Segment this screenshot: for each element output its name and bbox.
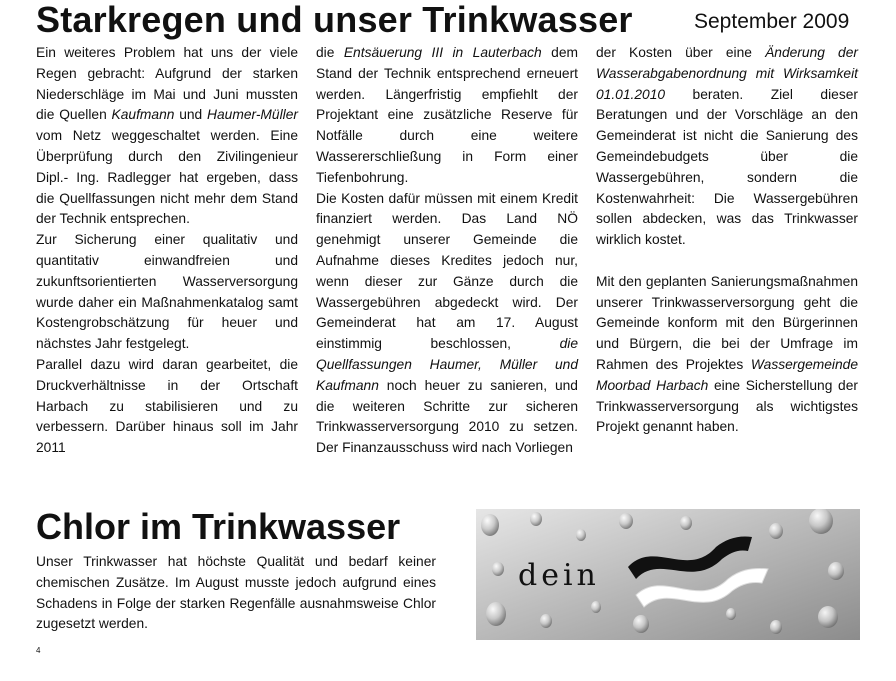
section-title: Chlor im Trinkwasser <box>36 506 401 547</box>
paragraph: die Entsäuerung III in Lauterbach dem Stand der Technik entsprechend erneuert werden. Längerfristig empfiehlt der Projektant eine zusätzliche Reserve für Notfälle durch eine weitere Wassererschließung in Form einer Tiefenbohrung. <box>316 45 578 185</box>
water-drops-image <box>476 509 860 640</box>
article-column-2 <box>316 43 578 459</box>
paragraph: Zur Sicherung einer qualitativ und quantitativ einwandfreien und zukunftsorientierten Wasserversorgung wurde daher ein Maßnahmenkatalog samt Kostengrobschätzung für heuer und nächstes Jahr festgelegt. <box>36 232 298 352</box>
article-column-1 <box>36 43 298 459</box>
paragraph: Parallel dazu wird daran gearbeitet, die Druckverhältnisse in der Ortschaft Harbach zu stabilisieren und zu verbessern. Darüber hinaus soll im Jahr 2011 <box>36 356 298 456</box>
section-text: Unser Trinkwasser hat höchste Qualität und bedarf keiner chemischen Zusätze. Im August musste jedoch aufgrund eines Schadens in Folge der starken Regenfälle ausnahmsweise Chlor zugesetzt werden. <box>36 554 436 632</box>
article-title: Starkregen und unser Trinkwasser <box>36 0 633 40</box>
page-number: 4 <box>36 646 41 655</box>
paragraph: Mit den geplanten Sanierungsmaßnahmen unserer Trinkwasserversorgung geht die Gemeinde konform mit den Bürgerinnen und Bürgern, die bei der Umfrage im Rahmen des Projektes Wassergemeinde Moorbad Harbach eine Sicherstellung der Trinkwasserversorgung als wichtigstes Projekt genannt haben. <box>596 273 858 435</box>
image-word: dein <box>518 558 600 593</box>
paragraph: der Kosten über eine Änderung der Wasserabgabenordnung mit Wirksamkeit 01.01.2010 beraten. Ziel dieser Beratungen und der Vorschläge an den Gemeinderat ist nicht die Sanierung des Gemeindebudgets über die Wassergebühren, sondern die Kostenwahrheit: Die Wassergebühren sollen abdecken, was das Trinkwasser wirklich kostet. <box>596 45 858 248</box>
article-date: September 2009 <box>694 10 850 33</box>
article-column-3 <box>596 43 858 438</box>
paragraph: Ein weiteres Problem hat uns der viele Regen gebracht: Aufgrund der starken Niederschläge im Mai und Juni mussten die Quellen Kaufmann und Haumer-Müller vom Netz weggeschaltet werden. Eine Überprüfung durch den Zivilingenieur Dipl.- Ing. Radlegger hat ergeben, dass die Quellfassungen nicht mehr dem Stand der Technik entsprechen. <box>36 45 298 227</box>
paragraph: Die Kosten dafür müssen mit einem Kredit finanziert werden. Das Land NÖ genehmigt unserer Gemeinde die Aufnahme dieses Kredites jedoch nur, wenn dieser zur Gänze durch die Wassergebühren abgedeckt wird. Der Gemeinderat hat am 17. August einstimmig beschlossen, die Quellfassungen Haumer, Müller und Kaufmann noch heuer zu sanieren, und die weiteren Schritte zur sicheren Trinkwasserversorgung 2010 zu setzen. Der Finanzausschuss wird nach Vorliegen <box>316 190 578 456</box>
